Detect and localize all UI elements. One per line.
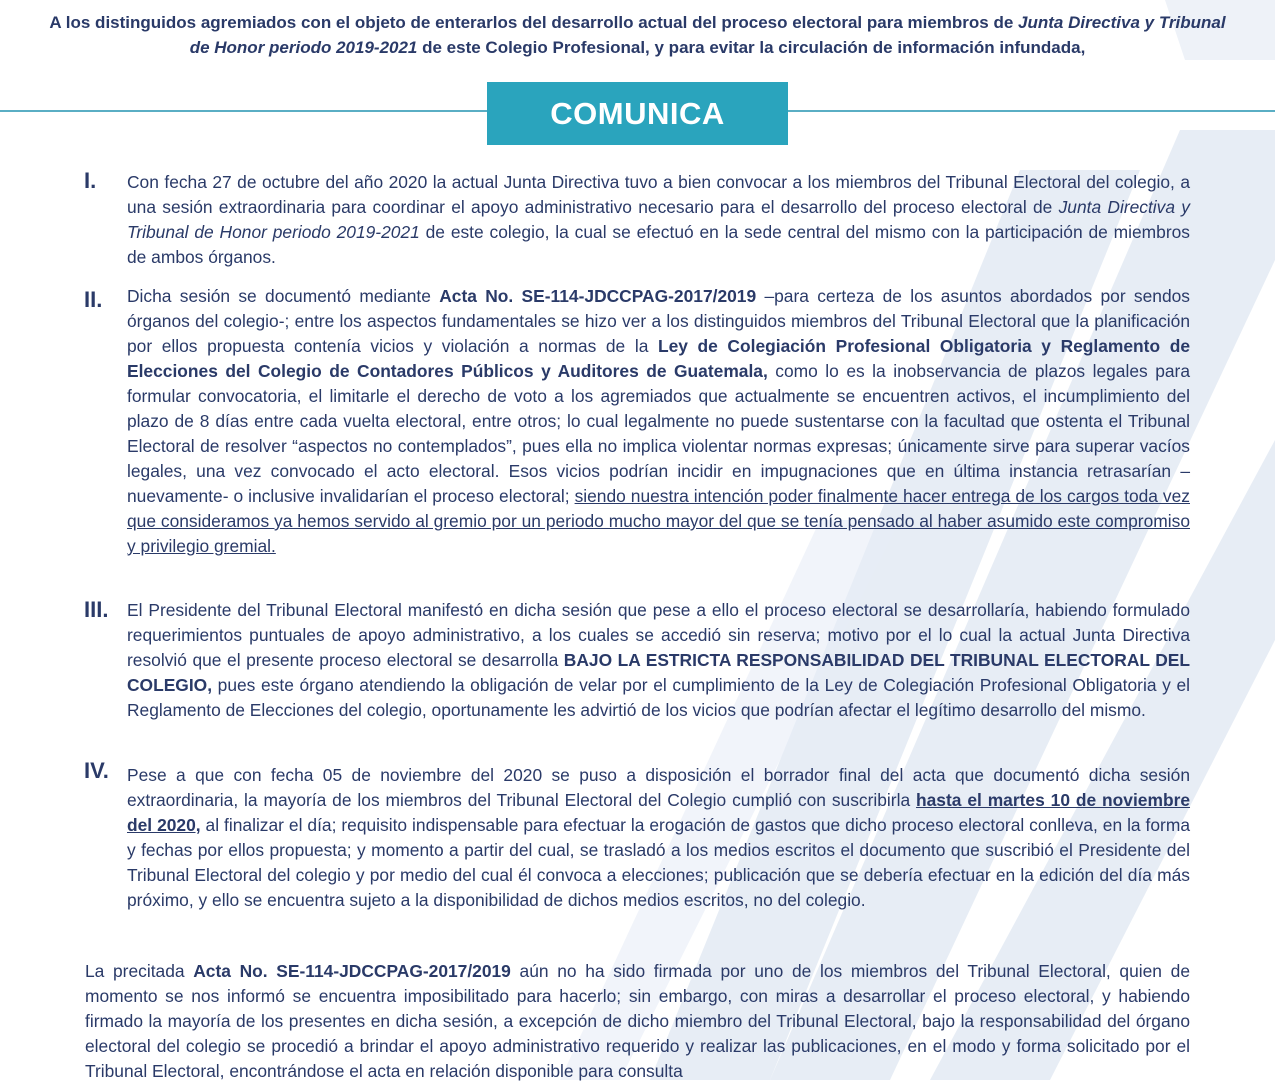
section-2-text-1: Dicha sesión se documentó mediante (127, 286, 440, 306)
section-2-law-ref: Ley de Colegiación Profesional Obligatoria y Reglamento de Elecciones del Colegio de Contadores Públicos y Auditores de Guatemala, (127, 336, 1190, 381)
section-2-acta-ref: Acta No. SE-114-JDCCPAG-2017/2019 (439, 286, 757, 306)
closing-text-3: aún no ha sido firmada por uno de los miembros del Tribunal Electoral, quien de momento se nos informó se encuentra imposibilitado para hacerlo; sin embargo, con miras a desarrollar el proceso electoral, y habiendo firmado la mayoría de los presentes en dicha sesión, a excepción de dicho miembro del Tribunal Electoral, bajo la responsabilidad del órgano electoral del colegio se procedió a brindar el apoyo administrativo requerido y realizar las publicaciones, en el modo y forma solicitado por el Tribunal Electoral, encontrándose el acta en relación disponible para consulta (85, 961, 1190, 1081)
section-1-text-3: de este colegio, la cual se efectuó en la sede central del mismo con la participación de miembros de ambos órganos. (127, 222, 1190, 267)
section-numeral-3: III. (84, 597, 109, 622)
section-2-text-3: –para certeza de los asuntos abordados por sendos órganos del colegio-; entre los aspectos fundamentales se hizo ver a los distinguidos miembros del Tribunal Electoral que la planificación por ellos propuesta contenía vicios y violación a normas de la (127, 286, 1190, 356)
section-numeral-4: IV. (84, 758, 109, 783)
closing-acta-ref: Acta No. SE-114-JDCCPAG-2017/2019 (193, 961, 511, 981)
section-4-text-3: al finalizar el día; requisito indispensable para efectuar la erogación de gastos que dicho proceso electoral conlleva, en la forma y fechas por ellos propuesta; y momento a partir del cual, se trasladó a los medios escritos el documento que suscribió el Presidente del Tribunal Electoral del colegio y por medio del cual él convoca a elecciones; publicación que se debería efectuar en la edición del día más próximo, y ello se encuentra sujeto a la disponibilidad de dichos medios escritos, no del colegio. (127, 815, 1191, 910)
section-paragraph-1 (127, 170, 1190, 270)
intro-statement (40, 10, 1235, 60)
section-numeral-2: II. (84, 287, 103, 312)
section-4-date-ref: hasta el martes 10 de noviembre del 2020, (127, 790, 1191, 835)
section-3-bold-text: BAJO LA ESTRICTA RESPONSABILIDAD DEL TRIBUNAL ELECTORAL DEL COLEGIO, (127, 650, 1191, 695)
section-2-underlined-text: siendo nuestra intención poder finalmente hacer entrega de los cargos toda vez que consideramos ya hemos servido al gremio por un periodo mucho mayor del que se tenía pensado al haber asumido este compromiso y privilegio gremial. (127, 486, 1190, 556)
section-4-text-1: Pese a que con fecha 05 de noviembre del 2020 se puso a disposición el borrador final del acta que documentó dicha sesión extraordinaria, la mayoría de los miembros del Tribunal Electoral del Colegio cumplió con suscribirla (127, 765, 1190, 810)
intro-text-1: A los distinguidos agremiados con el objeto de enterarlos del desarrollo actual del proceso electoral para miembros de (49, 13, 1019, 32)
section-numeral-1: I. (84, 168, 97, 193)
section-1-text-1: Con fecha 27 de octubre del año 2020 la actual Junta Directiva tuvo a bien convocar a los miembros del Tribunal Electoral del colegio, a una sesión extraordinaria para coordinar el apoyo administrativo necesario para el desarrollo del proceso electoral de (127, 172, 1190, 217)
section-3-text-1: El Presidente del Tribunal Electoral manifestó en dicha sesión que pese a ello el proceso electoral se desarrollaría, habiendo formulado requerimientos puntuales de apoyo administrativo, a los cuales se accedió sin reserva; motivo por el lo cual la actual Junta Directiva resolvió que el presente proceso electoral se desarrolla (127, 600, 1190, 670)
section-paragraph-2 (127, 284, 1190, 559)
section-2-text-5: como lo es la inobservancia de plazos legales para formular convocatoria, el limitarle el derecho de voto a los agremiados que actualmente se encuentren activos, el incumplimiento del plazo de 8 días entre cada vuelta electoral, entre otros; lo cual legalmente no puede sustentarse con la facultad que ostenta el Tribunal Electoral de resolver “aspectos no contemplados”, pues ella no implica violentar normas expresas; únicamente sirve para superar vacíos legales, una vez convocado el acto electoral. Esos vicios podrían incidir en impugnaciones que en última instancia retrasarían –nuevamente- o inclusive invalidarían el proceso electoral; (127, 361, 1190, 506)
section-1-text-italic: Junta Directiva y Tribunal de Honor periodo 2019-2021 (127, 197, 1190, 242)
comunica-banner (487, 82, 788, 145)
section-paragraph-4 (127, 763, 1190, 913)
closing-paragraph (85, 959, 1190, 1084)
intro-text-2: de este Colegio Profesional, y para evitar la circulación de información infundada, (417, 38, 1086, 57)
section-3-text-3: pues este órgano atendiendo la obligación de velar por el cumplimiento de la Ley de Colegiación Profesional Obligatoria y el Reglamento de Elecciones del colegio, oportunamente les advirtió de los vicios que podrían afectar el legítimo desarrollo del mismo. (127, 675, 1190, 720)
section-paragraph-3 (127, 598, 1190, 723)
closing-text-1: La precitada (85, 961, 194, 981)
intro-text-italic: Junta Directiva y Tribunal de Honor periodo 2019-2021 (189, 13, 1226, 57)
banner-label: COMUNICA (550, 95, 725, 131)
